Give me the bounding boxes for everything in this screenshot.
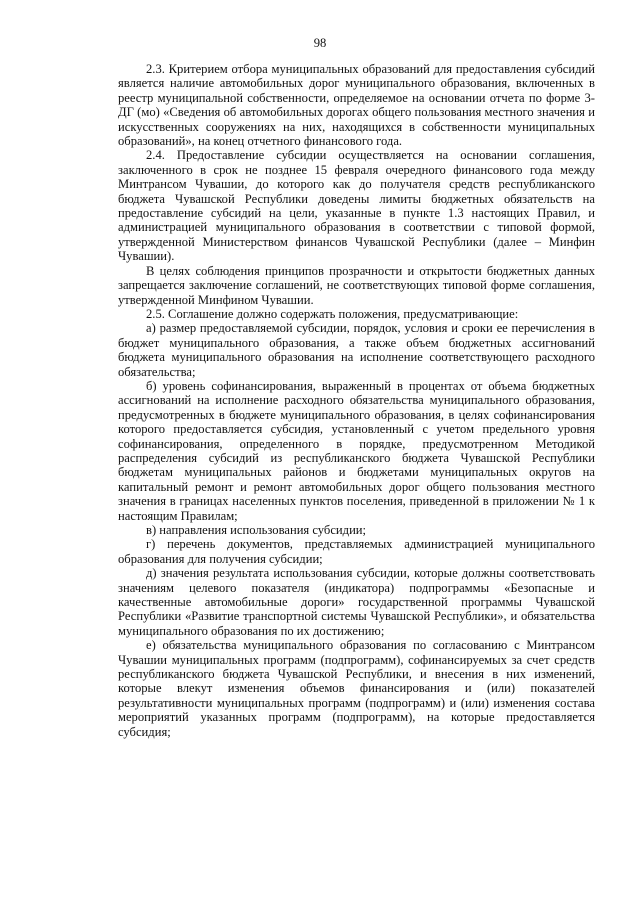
paragraph-2-5: 2.5. Соглашение должно содержать положения, предусматривающие: [146, 306, 519, 321]
paragraph-transparency: В целях соблюдения принципов прозрачности и открытости бюджетных данных запрещается заключение соглашений, не соответствующих типовой форме соглашения, утвержденной Минфином Чувашии. [118, 263, 595, 307]
paragraph-2-3: 2.3. Критерием отбора муниципальных образований для предоставления субсидий является наличие автомобильных дорог муниципального образования, включенных в реестр муниципальной собственности, определяемое на основании отчета по форме 3-ДГ (мо) «Сведения об автомобильных дорогах общего пользования местного значения и искусственных сооружениях на них, находящихся в собственности муниципальных образований», на конец отчетного финансового года. [118, 62, 595, 149]
list-item-b: б) уровень софинансирования, выраженный в процентах от объема бюджетных ассигнований на исполнение расходного обязательства муниципального образования, предусмотренных в бюджете муниципального образования, в целях софинансирования которого предоставляется субсидия, установленный с учетом предельного уровня софинансирования, определенного в порядке, предусмотренном Методикой распределения субсидий из республиканского бюджета Чувашской Республики бюджетам муниципальных районов и бюджетами муниципальных округов на капитальный ремонт и ремонт автомобильных дорог общего пользования местного значения в границах населенных пунктов поселения, приведенной в приложении № 1 к настоящим Правилам; [118, 378, 595, 523]
paragraph-2-4: 2.4. Предоставление субсидии осуществляется на основании соглашения, заключенного в срок не позднее 15 февраля очередного финансового года между Минтрансом Чувашии, до которого как до получателя средств республиканского бюджета Чувашской Республики доведены лимиты бюджетных обязательств на предоставление субсидий на цели, указанные в пункте 1.3 настоящих Правил, и администрацией муниципального образования в соответствии с типовой формой, утвержденной Министерством финансов Чувашской Республики (далее – Минфин Чувашии). [118, 148, 595, 264]
list-item-g: г) перечень документов, представляемых администрацией муниципального образования для получения субсидии; [118, 537, 595, 566]
list-item-v: в) направления использования субсидии; [146, 523, 367, 537]
list-item-d: д) значения результата использования субсидии, которые должны соответствовать значениям целевого показателя (индикатора) подпрограммы «Безопасные и качественные автомобильные дороги» государственной программы Чувашской Республики «Развитие транспортной системы Чувашской Республики», и обязательства муниципального образования по их достижению; [118, 566, 595, 638]
list-item-a: а) размер предоставляемой субсидии, порядок, условия и сроки ее перечисления в бюджет муниципального образования, а также объем бюджетных ассигнований бюджета муниципального образования на исполнение соответствующего расходного обязательства; [118, 321, 595, 379]
page-number: 98 [313, 36, 327, 50]
list-item-e: е) обязательства муниципального образования по согласованию с Минтрансом Чувашии муниципальных программ (подпрограмм), софинансируемых за счет средств республиканского бюджета Чувашской Республики, и внесения в них изменений, которые влекут изменения объемов финансирования и (или) показателей результативности муниципальных программ (подпрограмм) и (или) изменения состава мероприятий указанных программ (подпрограмм), на которые предоставляется субсидия; [118, 638, 595, 739]
document-body [118, 62, 595, 739]
